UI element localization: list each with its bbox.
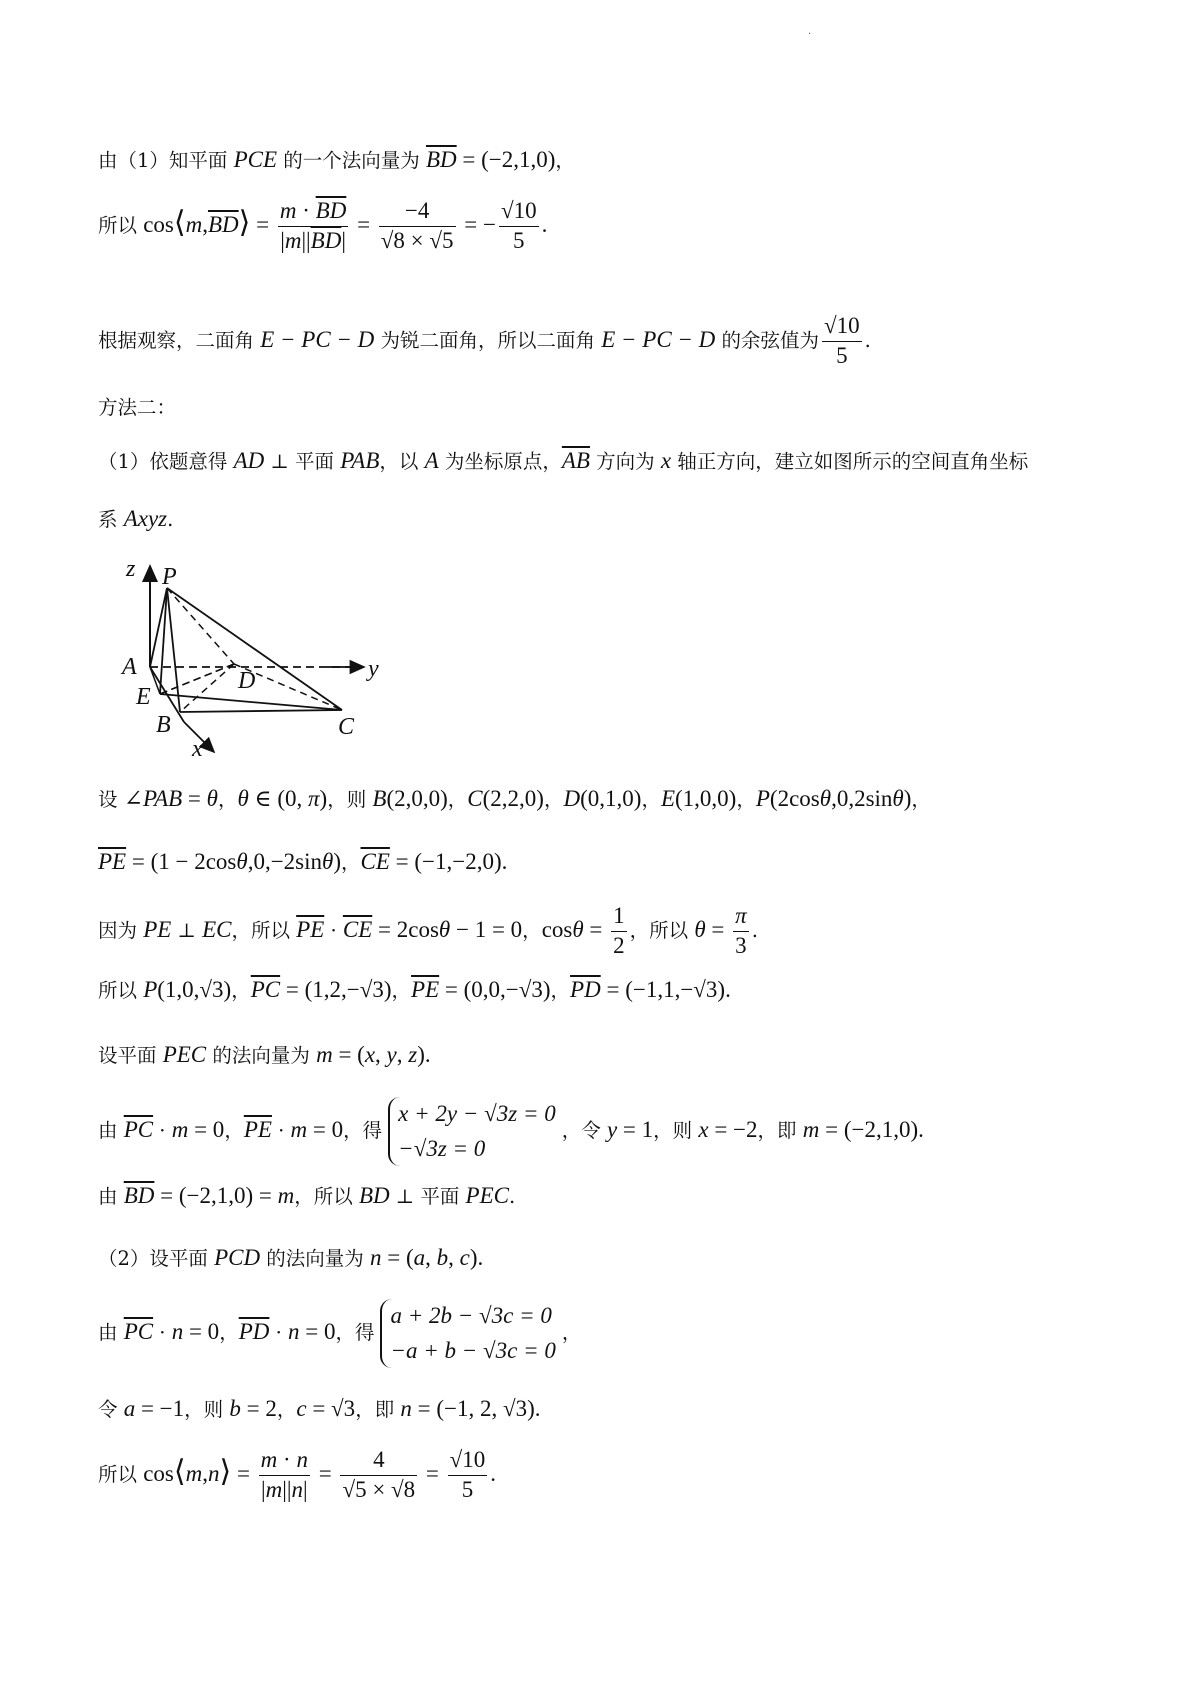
- text-line: 因为 PE ⊥ EC，所以 $\overline{PE} \cdot \overline{CE} = 2\cos\theta - 1 = 0$，cosθ = $\frac{1}{2}$ ，所以 θ = $\frac{\pi}{3}$ .: [98, 903, 758, 958]
- label-z: z: [126, 556, 136, 582]
- label-B: B: [156, 712, 171, 738]
- text-line: （2）设平面 PCD 的法向量为 n = (a, b, c).: [98, 1245, 484, 1270]
- text-line: （1）依题意得 AD ⊥ 平面 PAB，以 A 为坐标原点，$\overline{AB}$ 方向为 x 轴正方向，建立如图所示的空间直角坐标: [98, 448, 1029, 473]
- text-line: 令 a = −1，则 b = 2，c = √3，即 n = (−1, 2, √3).: [98, 1396, 541, 1421]
- system-line: 由 $\overline{PC} \cdot n = 0$，$\overline{PD} \cdot n = 0$，得 a + 2b − √3c = 0 −a + b − √3c = 0 ，: [98, 1299, 581, 1368]
- text-line: $\overline{PE} = (1 - 2\cos\theta,0,-2\sin\theta)$，$\overline{CE} = (-1,-2,0)$.: [98, 849, 508, 874]
- formula-line: 所以 cos⟨m,n⟩ = $\frac{m \cdot n}{|m||n|}$ = $\frac{4}{√5 \times √8}$ = $\frac{√10}{5}$ .: [98, 1447, 497, 1502]
- coordinate-figure: [112, 552, 392, 767]
- text-line: 由（1）知平面 PCE 的一个法向量为 $\overline{BD} = (-2,1,0)$，: [98, 147, 575, 172]
- text-line: 由 $\overline{BD} = (-2,1,0) = m$，所以 BD ⊥ 平面 PEC.: [98, 1183, 516, 1208]
- text-line: 系 Axyz.: [98, 506, 174, 531]
- formula-line: 所以 $\cos⟨m,\overline{BD}⟩$ = $\frac{m \cdot \overline{BD}}{|m||\overline{BD}|}$ = $\frac{-4}{√8 \times √5}$ = − $\frac{√10}{5}$ .: [98, 198, 548, 253]
- label-E: E: [136, 684, 151, 710]
- text-line: 设 ∠PAB = θ，θ ∈ (0, π)，则 B(2,0,0)，C(2,2,0)，D(0,1,0)，E(1,0,0)，P(2cosθ,0,2sinθ)，: [98, 786, 931, 811]
- system-line: 由 $\overline{PC} \cdot m = 0$，$\overline{PE} \cdot m = 0$，得 x + 2y − √3z = 0 −√3z = 0 ，令 y = 1，则 x = −2，即 m = (−2,1,0).: [98, 1097, 924, 1166]
- label-A: A: [122, 654, 137, 680]
- text-line: 设平面 PEC 的法向量为 m = (x, y, z).: [98, 1042, 431, 1067]
- text-line: 根据观察，二面角 E − PC − D 为锐二面角，所以二面角 E − PC − D 的余弦值为 $\frac{√10}{5}$ .: [98, 313, 871, 368]
- top-mark: .: [808, 26, 812, 37]
- text-line: 方法二：: [98, 396, 177, 419]
- label-C: C: [338, 714, 355, 740]
- label-D: D: [238, 668, 256, 694]
- label-x: x: [192, 736, 203, 762]
- label-y: y: [368, 656, 379, 682]
- label-P: P: [162, 564, 177, 590]
- text-line: 所以 P(1,0,√3)，$\overline{PC} = (1,2,-√3)$，$\overline{PE} = (0,0,-√3)$，$\overline{PD} = (-1,1,-√3)$.: [98, 977, 731, 1002]
